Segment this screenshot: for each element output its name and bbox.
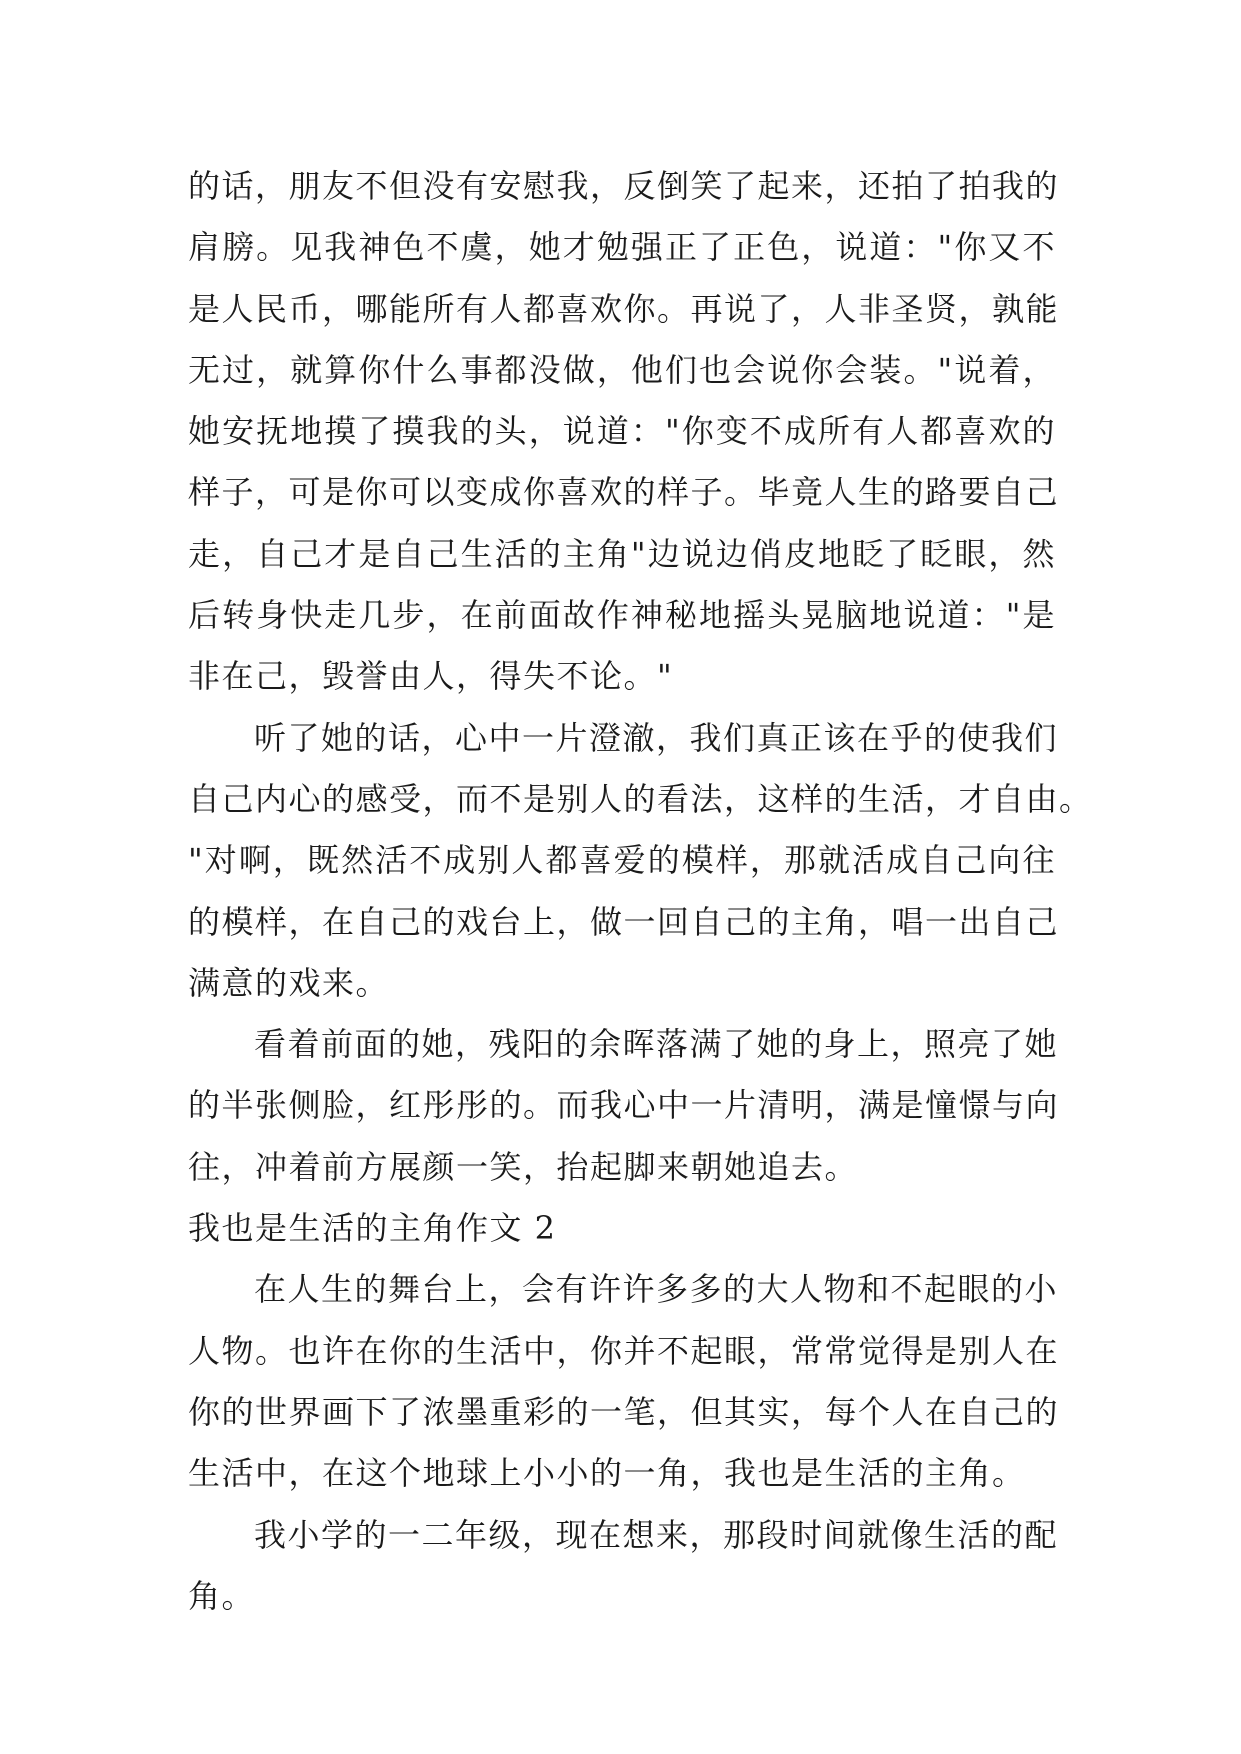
paragraph bbox=[188, 708, 1093, 1014]
text-line: 满意的戏来。 bbox=[188, 963, 390, 1002]
text-line: 非在己，毁誉由人，得失不论。" bbox=[188, 657, 674, 696]
document-body bbox=[188, 156, 1093, 1627]
paragraph bbox=[188, 1014, 1060, 1198]
text-line: 后转身快走几步，在前面故作神秘地摇头晃脑地说道："是 bbox=[188, 596, 1056, 635]
text-line: 的半张侧脸，红彤彤的。而我心中一片清明，满是憧憬与向 bbox=[188, 1086, 1060, 1125]
text-line: 样子，可是你可以变成你喜欢的样子。毕竟人生的路要自己 bbox=[188, 473, 1060, 512]
text-line: 我小学的一二年级，现在想来，那段时间就像生活的配 bbox=[254, 1515, 1059, 1554]
text-line: 生活中，在这个地球上小小的一角，我也是生活的主角。 bbox=[188, 1454, 1026, 1493]
text-line: 往，冲着前方展颜一笑，抬起脚来朝她追去。 bbox=[188, 1147, 859, 1186]
paragraph bbox=[188, 156, 1060, 708]
text-line: 无过，就算你什么事都没做，他们也会说你会装。"说着， bbox=[188, 350, 1056, 389]
text-line: 肩膀。见我神色不虞，她才勉强正了正色，说道："你又不 bbox=[188, 228, 1056, 267]
text-line: 在人生的舞台上，会有许许多多的大人物和不起眼的小 bbox=[254, 1270, 1059, 1309]
text-line: 角。 bbox=[188, 1576, 256, 1615]
section-heading: 我也是生活的主角作文 2 bbox=[188, 1209, 557, 1248]
text-line: 看着前面的她，残阳的余晖落满了她的身上，照亮了她 bbox=[254, 1025, 1059, 1064]
paragraph bbox=[188, 1505, 1059, 1628]
text-line: 你的世界画下了浓墨重彩的一笔，但其实，每个人在自己的 bbox=[188, 1392, 1060, 1431]
text-line: 人物。也许在你的生活中，你并不起眼，常常觉得是别人在 bbox=[188, 1331, 1060, 1370]
text-line: 她安抚地摸了摸我的头，说道："你变不成所有人都喜欢的 bbox=[188, 412, 1056, 451]
text-line: 的模样，在自己的戏台上，做一回自己的主角，唱一出自己 bbox=[188, 902, 1060, 941]
text-line: 的话，朋友不但没有安慰我，反倒笑了起来，还拍了拍我的 bbox=[188, 167, 1060, 205]
text-line: 是人民币，哪能所有人都喜欢你。再说了，人非圣贤，孰能 bbox=[188, 289, 1060, 328]
text-line: "对啊，既然活不成别人都喜爱的模样，那就活成自己向往 bbox=[188, 841, 1056, 880]
text-line: 听了她的话，心中一片澄澈，我们真正该在乎的使我们 bbox=[254, 718, 1059, 757]
text-line: 走，自己才是自己生活的主角"边说边俏皮地眨了眨眼，然 bbox=[188, 534, 1056, 573]
paragraph bbox=[188, 1259, 1060, 1504]
text-line: 自己内心的感受，而不是别人的看法，这样的生活，才自由。 bbox=[188, 779, 1093, 818]
